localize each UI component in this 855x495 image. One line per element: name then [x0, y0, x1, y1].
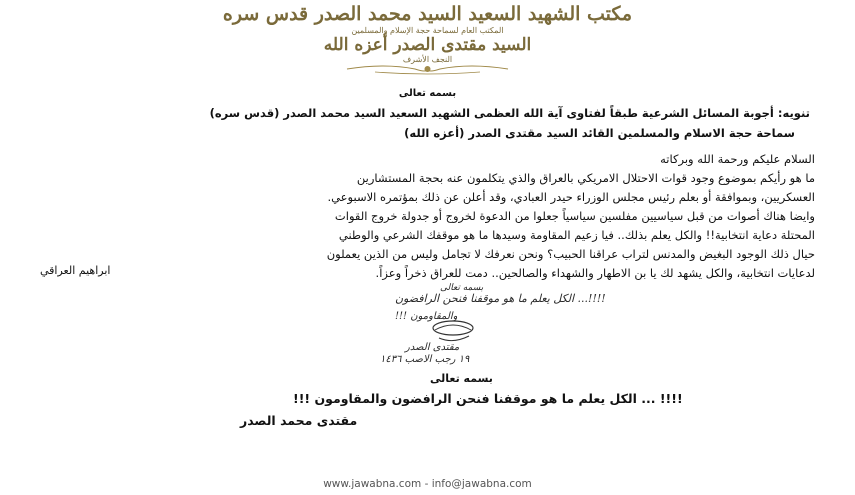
- letterhead: [0, 0, 855, 78]
- handwritten-basmala: بسمه تعالى: [440, 283, 484, 293]
- reply-text: !!!! ... الكل يعلم ما هو موقفنا فنحن الرافضون والمقاومون !!!: [293, 391, 683, 406]
- letter-line-3: وايضا هناك أصوات من قبل سياسيين مفلسين سياسياً جعلوا من الدعوة لخروج أو جدولة خروج القوات: [334, 209, 815, 223]
- letter-signer: ابراهيم العراقي: [40, 264, 111, 277]
- letter-line-2: العسكريين، وبموافقة أو بعلم رئيس مجلس الوزراء حيدر العبادي، وقد أعلن عن ذلك بمؤتمره الاسبوعي.: [327, 190, 815, 204]
- letterhead-leader-name: السيد مقتدى الصدر أعزه الله: [323, 35, 532, 55]
- letter-line-6: لدعايات انتخابية، والكل يشهد لك يا بن الاطهار والشهداء والصالحين.. دمت للعراق ذخراً وعزاً.: [375, 266, 815, 280]
- handwritten-line-2: والمقاومون !!!: [395, 311, 458, 322]
- letterhead-subtitle: المكتب العام لسماحة حجة الإسلام والمسلمين: [351, 26, 504, 35]
- ornament-divider-icon: [345, 62, 510, 76]
- letterhead-office-name: مكتب الشهيد السعيد السيد محمد الصدر قدس سره: [222, 3, 633, 25]
- handwritten-date: ١٩ رجب الاصب ١٤٣٦: [380, 354, 470, 365]
- letter-greeting: السلام عليكم ورحمة الله وبركاته: [660, 152, 815, 166]
- letter-line-1: ما هو رأيكم بموضوع وجود قوات الاحتلال الامريكي بالعراق والذي يتكلمون عنه بحجة المستشارين: [356, 171, 815, 185]
- letterhead-city: النجف الأشرف: [402, 55, 453, 64]
- handwritten-signature: مقتدى الصدر: [405, 342, 460, 353]
- reply-basmala: بسمه تعالى: [430, 372, 493, 385]
- basmala-heading: بسمه تعالى: [398, 88, 457, 99]
- footer-website: www.jawabna.com - info@jawabna.com: [323, 478, 532, 490]
- notice-line-2: سماحة حجة الاسلام والمسلمين القائد السيد مقتدى الصدر (أعزه الله): [404, 126, 795, 140]
- reply-signature: مقتدى محمد الصدر: [240, 413, 358, 428]
- signature-flourish-icon: [425, 318, 481, 344]
- handwritten-line-1: !!!!... الكل يعلم ما هو موقفنا فنحن الرافضون: [395, 292, 606, 305]
- letter-line-4: المحتلة دعاية انتخابية!! والكل يعلم بذلك.. فيا زعيم المقاومة وسيدها ما هو موقفك الشرعي والوطني: [338, 228, 815, 242]
- letter-line-5: حيال ذلك الوجود البغيض والمدنس لتراب عراقنا الحبيب؟ ونحن نعرفك لا تجامل وليس من الذين يعملون: [326, 247, 815, 261]
- notice-line-1: تنويه: أجوبة المسائل الشرعية طبقاً لفتاوى آية الله العظمى الشهيد السعيد السيد محمد الصدر (قدس سره): [209, 106, 810, 120]
